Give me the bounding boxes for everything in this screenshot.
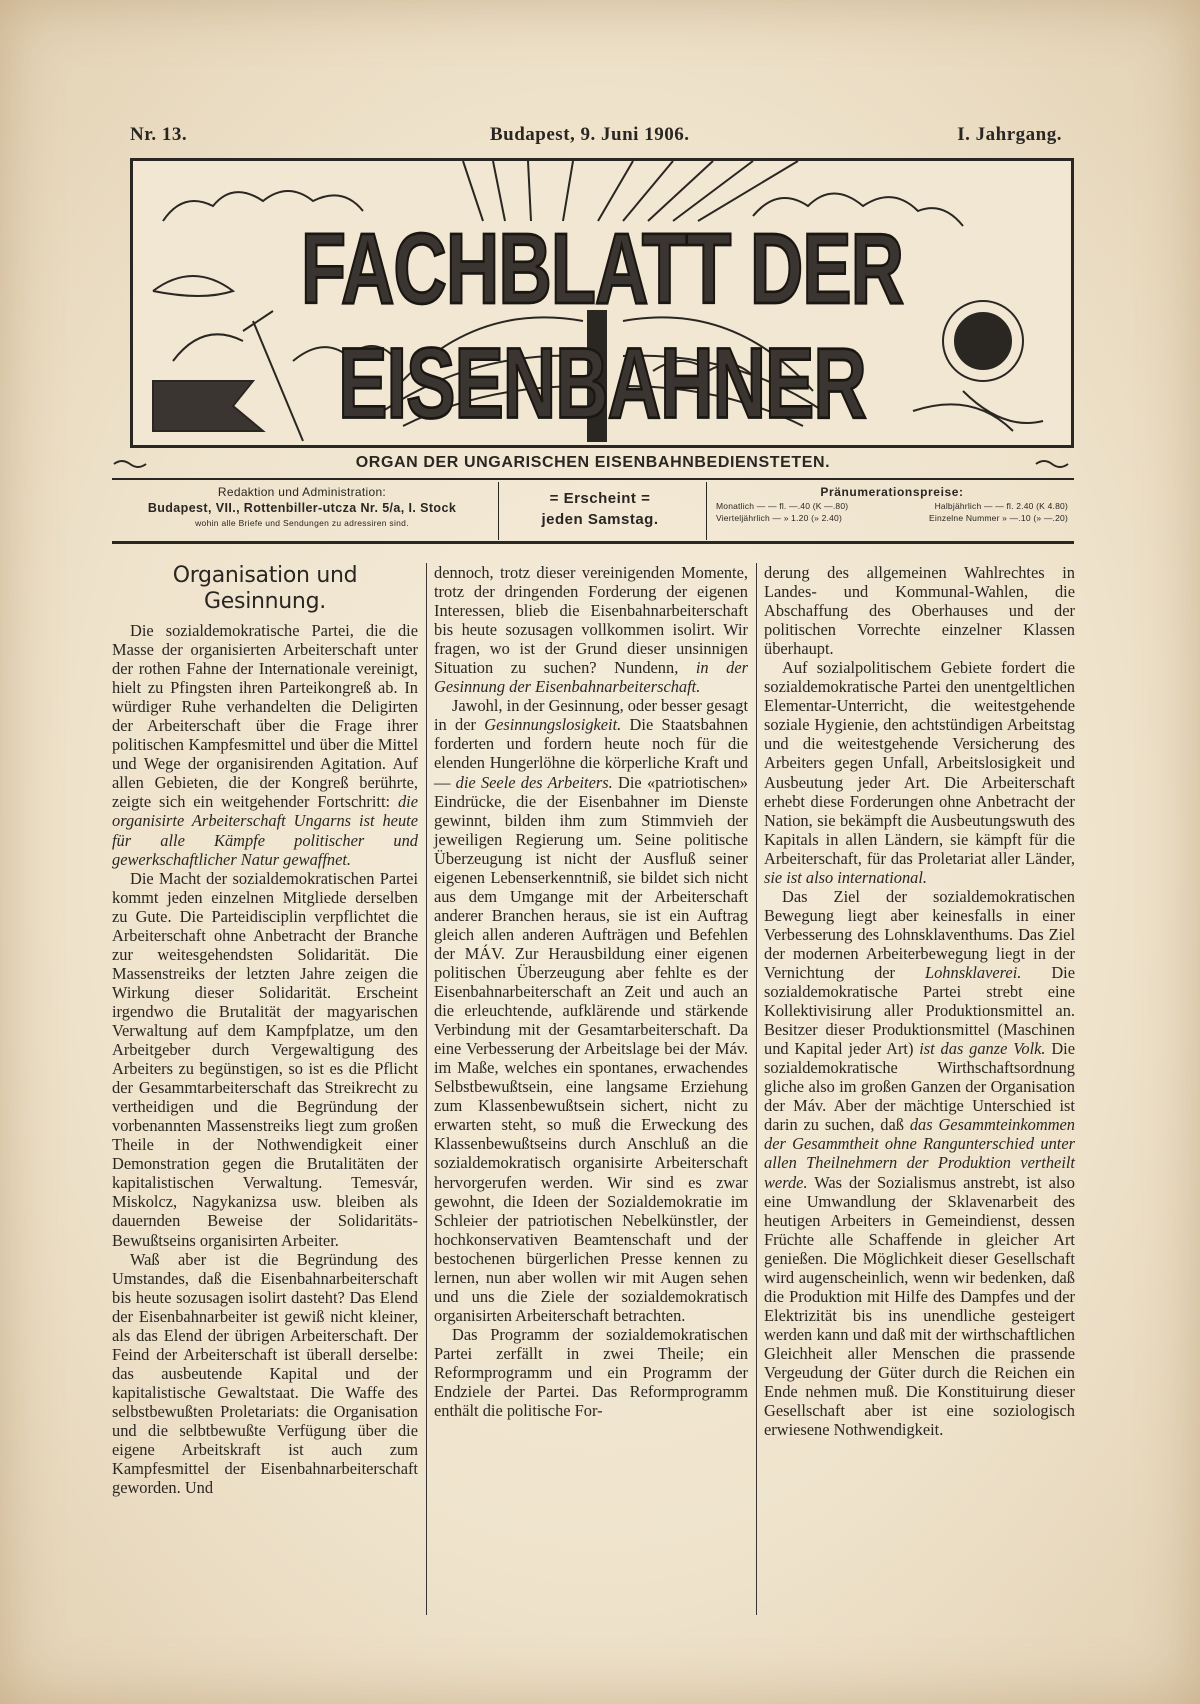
price-row <box>710 501 1074 511</box>
erscheint-line-1: = Erscheint = <box>549 490 651 507</box>
price-row <box>710 513 1074 523</box>
column-divider <box>756 563 757 1615</box>
redaktion-note: wohin alle Briefe und Sendungen zu adressiren sind. <box>195 518 409 528</box>
prices-heading: Pränumerationspreise: <box>820 485 964 499</box>
issue-number: Nr. 13. <box>130 124 188 145</box>
issue-volume: I. Jahrgang. <box>957 124 1062 145</box>
divider <box>706 482 707 540</box>
paragraph: Die sozialdemokratische Partei, die die Masse der organisierten Arbeiterschaft unter der rothen Fahne der Internationale vereinigt, hielt zu Pfingsten ihren Parteikongreß ab. In würdiger Ruhe verhandelten die Deligirten der Arbeiterschaft über die Frage ihrer politischen Kampfesmittel und über die Mittel und Wege der organisirenden Agitation. Auf allen Gebieten, die der Kongreß berührte, zeigte sich ein weitgehender Fortschritt: die organisirte Arbeiterschaft Ungarns ist heute für alle Kämpfe politischer und gewerkschaftlicher Natur gewaffnet. <box>112 621 418 869</box>
erscheint-block <box>500 482 700 528</box>
column-3 <box>764 563 1075 1439</box>
prices-block <box>710 482 1074 523</box>
price-halfyear: Halbjährlich — — fl. 2.40 (K 4.80) <box>934 501 1068 511</box>
divider <box>498 482 499 540</box>
price-quarter: Vierteljährlich — » 1.20 (» 2.40) <box>716 513 842 523</box>
issue-date: Budapest, 9. Juni 1906. <box>490 124 690 145</box>
organ-line <box>112 453 1074 477</box>
erscheint-line-2: jeden Samstag. <box>541 511 659 528</box>
paragraph: derung des allgemeinen Wahlrechtes in Landes- und Kommunal-Wahlen, die Abschaffung des Oberhauses und der politischen Vorrechte einzelner Klassen überhaupt. <box>764 563 1075 659</box>
price-single: Einzelne Nummer » —.10 (» —.20) <box>929 513 1068 523</box>
issue-line <box>130 124 1062 152</box>
paragraph: dennoch, trotz dieser vereinigenden Momente, trotz der dringenden Forderung der eigenen Interessen, blieb die Eisenbahnarbeiterschaft bis heute sozusagen vollkommen isolirt. Wir fragen, wo ist der Grund dieser unsinnigen Situation zu suchen? Nundenn, in der Gesinnung der Eisenbahnarbeiterschaft. <box>434 563 748 697</box>
divider-rule <box>112 541 1074 544</box>
organ-subtitle: ORGAN DER UNGARISCHEN EISENBAHNBEDIENSTETEN. <box>355 454 831 471</box>
redaktion-address: Budapest, VII., Rottenbiller-utcza Nr. 5/a, I. Stock <box>147 501 457 515</box>
article-title: Organisation und Gesinnung. <box>172 563 358 614</box>
info-bar <box>112 482 1074 540</box>
redaktion-label: Redaktion und Administration: <box>217 485 387 499</box>
paragraph: Das Programm der sozialdemokratischen Partei zerfällt in zwei Theile; ein Reformprogramm und ein Programm der Endziele der Partei. Das Reformprogramm enthält die politische For- <box>434 1324 748 1421</box>
ornament-icon <box>1034 459 1074 469</box>
column-divider <box>426 563 427 1615</box>
paragraph: Auf sozialpolitischem Gebiete fordert die sozialdemokratische Partei den unentgeltlichen Elementar-Unterricht, die weitestgehende soziale Hygienie, den achtstündigen Arbeitstag und die weitestgehende Versicherung des Arbeiters gegen Unfall, Arbeitslosigkeit und Ausbeutung jeder Art. Die Arbeiterschaft erhebt diese Forderungen ohne Anbetracht der Nation, sie bekämpft die Ausbeutungswuth des Kapitals in allen Ländern, sie kämpft für die Arbeiterschaft, für das Proletariat aller Länder, sie ist also international. <box>764 658 1075 887</box>
masthead-title: FACHBLATT DER EISENBAHNER <box>300 212 904 440</box>
paragraph: Jawohl, in der Gesinnung, oder besser gesagt in der Gesinnungslosigkeit. Die Staatsbahnen forderten und fordern heute noch für die elenden Hungerlöhne die körperliche Kraft und — die Seele des Arbeiters. Die «patriotischen» Eindrücke, die der Eisenbahner im Dienste gewinnt, bilden ihm zum Stimmvieh der jeweiligen Regierung um. Seine politische Überzeugung ist nicht der Ausfluß seiner eigenen Lebenserkenntniß, sie bildet sich nicht aus dem Umgange mit der Arbeiterschaft anderer Branchen heraus, sie ist ein Auftrag gleich allen anderen Aufträgen und Befehlen der MÁV. Zur Herausbildung einer eigenen politischen Überzeugung aber fehlte es der Eisenbahnarbeiterschaft an Zeit und auch an die erleuchtende, aufklärende und stärkende Verbindung mit der Gesamtarbeiterschaft. Da eine Verbesserung der Arbeitslage bei der Máv. im Maße, welches ein spontanes, erwachendes Selbstbewußtsein, eine langsame Erziehung zum Klassenbewußtsein sichert, nicht zu erwarten steht, so muß die Erweckung des Klassenbewußtseins durch Anschluß an die sozialdemokratisch organisirte Arbeiterschaft hervorgerufen werden. Wir sind es zwar gewohnt, die Ideen der Sozialdemokratie im Schleier der patriotischen Nebelkünstler, der hochkonservativen Beamtenschaft und der bestochenen bürgerlichen Presse kennen zu lernen, nun aber wollen wir mit Augen sehen und uns die Ziele der sozialdemokratisch organisirten Arbeiterschaft betrachten. <box>434 696 748 1325</box>
redaktion-block <box>112 482 492 528</box>
paragraph: Das Ziel der sozialdemokratischen Bewegung liegt aber keinesfalls in einer Verbesserung des Lohnsklaventhums. Das Ziel der modernen Arbeiterbewegung liegt in der Vernichtung der Lohnsklaverei. Die sozialdemokratische Partei strebt eine Kollektivisirung aller Produktionsmittel an. Besitzer dieser Produktionsmittel (Maschinen und Kapital jeder Art) ist das ganze Volk. Die sozialdemokratische Wirthschaftsordnung gliche also im großen Ganzen der Organisation der Máv. Aber der mächtige Unterschied ist darin zu suchen, daß das Gesammteinkommen der Gesammtheit ohne Rangunterschied unter allen Theilnehmern der Produktion vertheilt werde. Was der Sozialismus anstrebt, ist also eine Umwandlung der Sklavenarbeit des heutigen Arbeiters in Gemeindienst, dessen Früchte alle Schaffende in gleicher Art genießen. Die Möglichkeit dieser Gesellschaft wird augenscheinlich, wenn wir bedenken, daß die Produktion mit Hilfe des Dampfes und der Elektrizität bis ins unendliche gesteigert werden kann und daß mit der wirthschaftlichen Gleichheit aller Menschen die prassende Vergeudung der Güter durch die Reichen ein Ende nehmen muß. Die Konstituirung dieser Gesellschaft aber ist eine soziologisch erwiesene Nothwendigkeit. <box>764 886 1075 1440</box>
masthead-illustration <box>130 158 1074 448</box>
price-monthly: Monatlich — — fl. —.40 (K —.80) <box>716 501 849 511</box>
divider-rule <box>112 478 1074 480</box>
paragraph: Die Macht der sozialdemokratischen Partei kommt jeden einzelnen Mitgliede derselben zu Gute. Die Parteidisciplin verpflichtet die Arbeiterschaft ohne Anbetracht der Branche zur weitesgehendsten Solidarität. Die Massenstreiks der letzten Jahre zeigen die Wirkung dieser Solidarität. Erscheint irgendwo die Brutalität der magyarischen Verwaltung auf dem Kampfplatze, um den Arbeitgeber durch Vergewaltigung des Arbeiters zu begünstigen, so ist es die Pflicht der Gesammtarbeiterschaft das Streikrecht zu vertheidigen und die Begründung der vorbenannten Massenstreiks liegt zum großen Theile in der Nothwendigkeit einer Demonstration gegen die Brutalitäten der kapitalistischen Verwaltung. Temesvár, Miskolcz, Nagykanizsa usw. bleiben als dauernden Beweise der Solidaritäts-Bewußtseins organisirten Arbeiter. <box>112 868 418 1250</box>
column-2 <box>434 563 748 1420</box>
column-1 <box>112 563 418 1497</box>
paragraph: Waß aber ist die Begründung des Umstandes, daß die Eisenbahnarbeiterschaft bis heute sozusagen isolirt dasteht? Das Elend der Eisenbahnarbeiter ist gewiß nicht kleiner, als das Elend der übrigen Arbeiterschaft. Der Feind der Arbeiterschaft ist überall derselbe: das ausbeutende Kapital und der kapitalistische Gewaltstaat. Die Waffe des selbstbewußten Proletariats: die Organisation und die selbtbewußte Verfügung über die eigene Arbeitskraft ist auch zum Kampfesmittel der Eisenbahnarbeiterschaft geworden. Und <box>112 1249 418 1498</box>
